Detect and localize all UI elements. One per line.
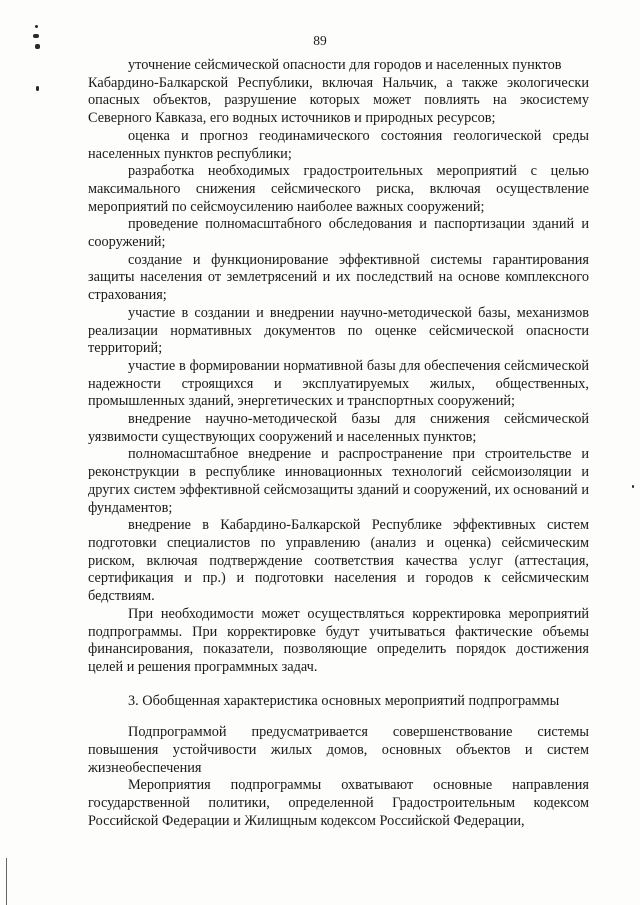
paragraph-subprogram-provides: Подпрограммой предусматривается совершенствование системы повышения устойчивости жилых домов, основных объектов и систем жизнеобеспечения	[88, 724, 589, 776]
paragraph-seismic-hazard-rest: Кабардино-Балкарской Республики, включая Нальчик, а также экологически опасных объектов, разрушение которых может повлиять на экосистему Северного Кавказа, его водных источников и природных ресурсов;	[88, 74, 589, 127]
paragraph-geodynamic-assessment: оценка и прогноз геодинамического состояния геологической среды населенных пунктов республики;	[88, 127, 589, 162]
paragraph-full-survey: проведение полномасштабного обследования и паспортизации зданий и сооружений;	[88, 216, 589, 251]
scan-artifact	[35, 25, 38, 28]
document-body	[88, 57, 589, 831]
paragraph-specialist-training: внедрение в Кабардино-Балкарской Республике эффективных систем подготовки специалистов по управлению (анализ и оценка) сейсмическим риском, включая подтверждение соответствия качества услуг (аттестация, сертификация и пр.) и подготовки населения и городов к сейсмическим бедствиям.	[88, 517, 589, 605]
section-heading: 3. Обобщенная характеристика основных мероприятий подпрограммы	[128, 692, 560, 709]
page-number: 89	[313, 33, 327, 48]
paragraph-regulatory-base: участие в формировании нормативной базы для обеспечения сейсмической надежности строящихся и эксплуатируемых жилых, общественных, промышленных зданий, энергетических и транспортных сооружений;	[88, 357, 589, 410]
paragraph-methodical-base: участие в создании и внедрении научно-методической базы, механизмов реализации нормативных документов по оценке сейсмической опасности территорий;	[88, 304, 589, 357]
scan-artifact	[632, 485, 634, 488]
paragraph-subprogram-measures: Мероприятия подпрограммы охватывают основные направления государственной политики, определенной Градостроительным кодексом Российской Федерации и Жилищным кодексом Российской Федерации,	[88, 777, 589, 829]
scan-edge-line	[6, 858, 7, 905]
paragraph-vulnerability-reduction: внедрение научно-методической базы для снижения сейсмической уязвимости существующих сооружений и населенных пунктов;	[88, 411, 589, 445]
paragraph-seismic-hazard-first-line: уточнение сейсмической опасности для городов и населенных пунктов	[128, 57, 562, 73]
paragraph-insurance-system: создание и функционирование эффективной системы гарантирования защиты населения от землетрясений и их последствий на основе комплексного страхования;	[88, 251, 589, 304]
paragraph-seismic-isolation: полномасштабное внедрение и распространение при строительстве и реконструкции в республике инновационных технологий сейсмоизоляции и других систем эффективной сейсмозащиты зданий и сооружений, их оснований и фундаментов;	[88, 446, 589, 516]
scan-artifact	[36, 86, 39, 91]
paragraph-program-adjustment: При необходимости может осуществляться корректировка мероприятий подпрограммы. При корректировке будут учитываться фактические объемы финансирования, показатели, позволяющие определить порядок достижения целей и решения программных задач.	[88, 605, 589, 675]
paragraph-urban-planning-measures: разработка необходимых градостроительных мероприятий с целью максимального снижения сейсмического риска, включая осуществление мероприятий по сейсмоусилению наиболее важных сооружений;	[88, 163, 589, 215]
